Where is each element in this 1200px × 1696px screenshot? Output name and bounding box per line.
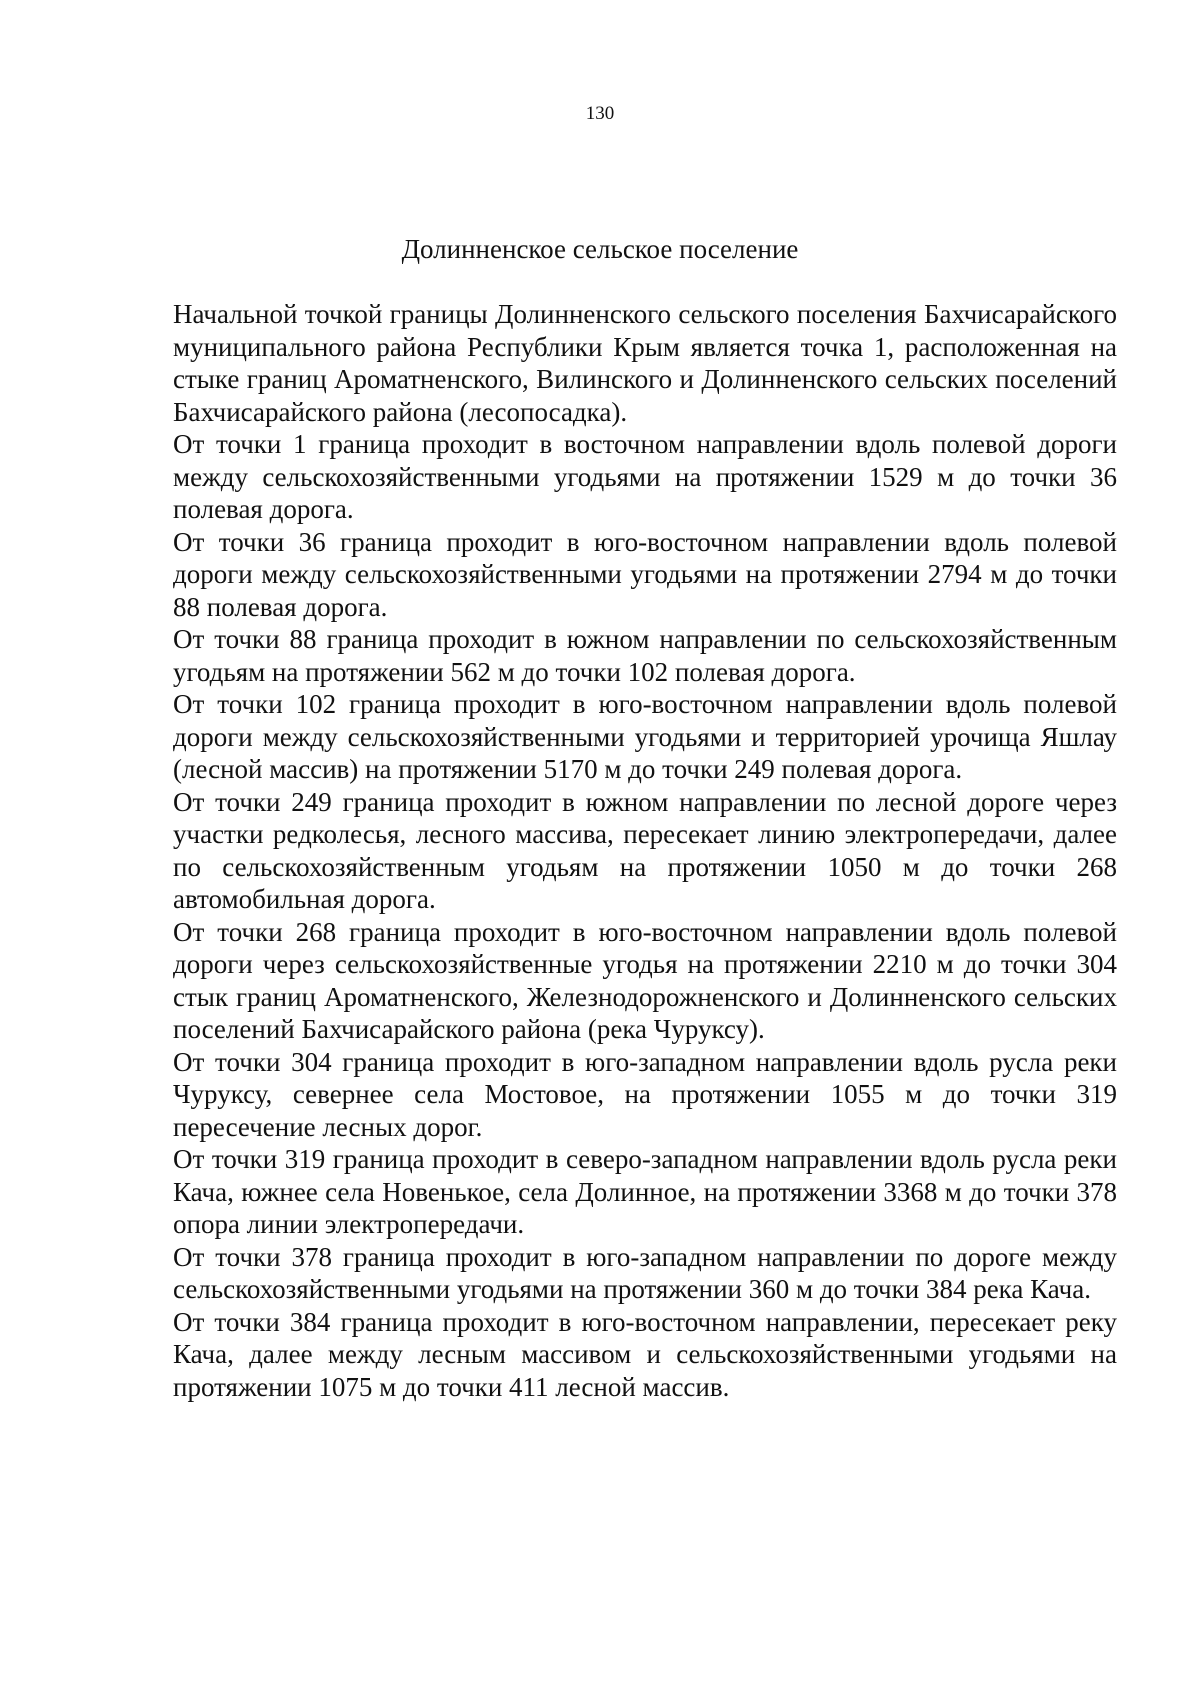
paragraph-point-1: От точки 1 граница проходит в восточном направлении вдоль полевой дороги между сельскохозяйственными угодьями на протяжении 1529 м до точки 36 полевая дорога. [173,429,1117,524]
paragraph-point-384: От точки 384 граница проходит в юго-восточном направлении, пересекает реку Кача, далее между лесным массивом и сельскохозяйственными угодьями на протяжении 1075 м до точки 411 лесной массив. [173,1306,1117,1402]
paragraph-point-36: От точки 36 граница проходит в юго-восточном направлении вдоль полевой дороги между сельскохозяйственными угодьями на протяжении 2794 м до точки 88 полевая дорога. [173,526,1117,622]
document-body [173,298,1117,1403]
paragraph-point-88: От точки 88 граница проходит в южном направлении по сельскохозяйственным угодьям на протяжении 562 м до точки 102 полевая дорога. [173,624,1117,687]
section-heading-text: Долинненское сельское поселение [401,234,799,264]
paragraph-point-319: От точки 319 граница проходит в северо-западном направлении вдоль русла реки Кача, южнее села Новенькое, села Долинное, на протяжении 3368 м до точки 378 опора линии электропередачи. [173,1144,1117,1239]
paragraph-point-102: От точки 102 граница проходит в юго-восточном направлении вдоль полевой дороги между сельскохозяйственными угодьями и территорией урочища Яшлау (лесной массив) на протяжении 5170 м до точки 249 полевая дорога. [173,689,1117,784]
paragraph-point-378: От точки 378 граница проходит в юго-западном направлении по дороге между сельскохозяйственными угодьями на протяжении 360 м до точки 384 река Кача. [173,1241,1117,1304]
paragraph-point-249: От точки 249 граница проходит в южном направлении по лесной дороге через участки редколесья, лесного массива, пересекает линию электропередачи, далее по сельскохозяйственным угодьям на протяжении 1050 м до точки 268 автомобильная дорога. [173,786,1117,914]
page-number: 130 [585,103,615,124]
section-heading [0,233,1200,265]
paragraph-start-point: Начальной точкой границы Долинненского сельского поселения Бахчисарайского муниципального района Республики Крым является точка 1, расположенная на стыке границ Ароматненского, Вилинского и Долинненского сельских поселений Бахчисарайского района (лесопосадка). [173,299,1117,427]
paragraph-point-268: От точки 268 граница проходит в юго-восточном направлении вдоль полевой дороги через сельскохозяйственные угодья на протяжении 2210 м до точки 304 стык границ Ароматненского, Железнодорожненского и Долинненского сельских поселений Бахчисарайского района (река Чуруксу). [173,916,1117,1044]
paragraph-point-304: От точки 304 граница проходит в юго-западном направлении вдоль русла реки Чуруксу, севернее села Мостовое, на протяжении 1055 м до точки 319 пересечение лесных дорог. [173,1046,1117,1142]
